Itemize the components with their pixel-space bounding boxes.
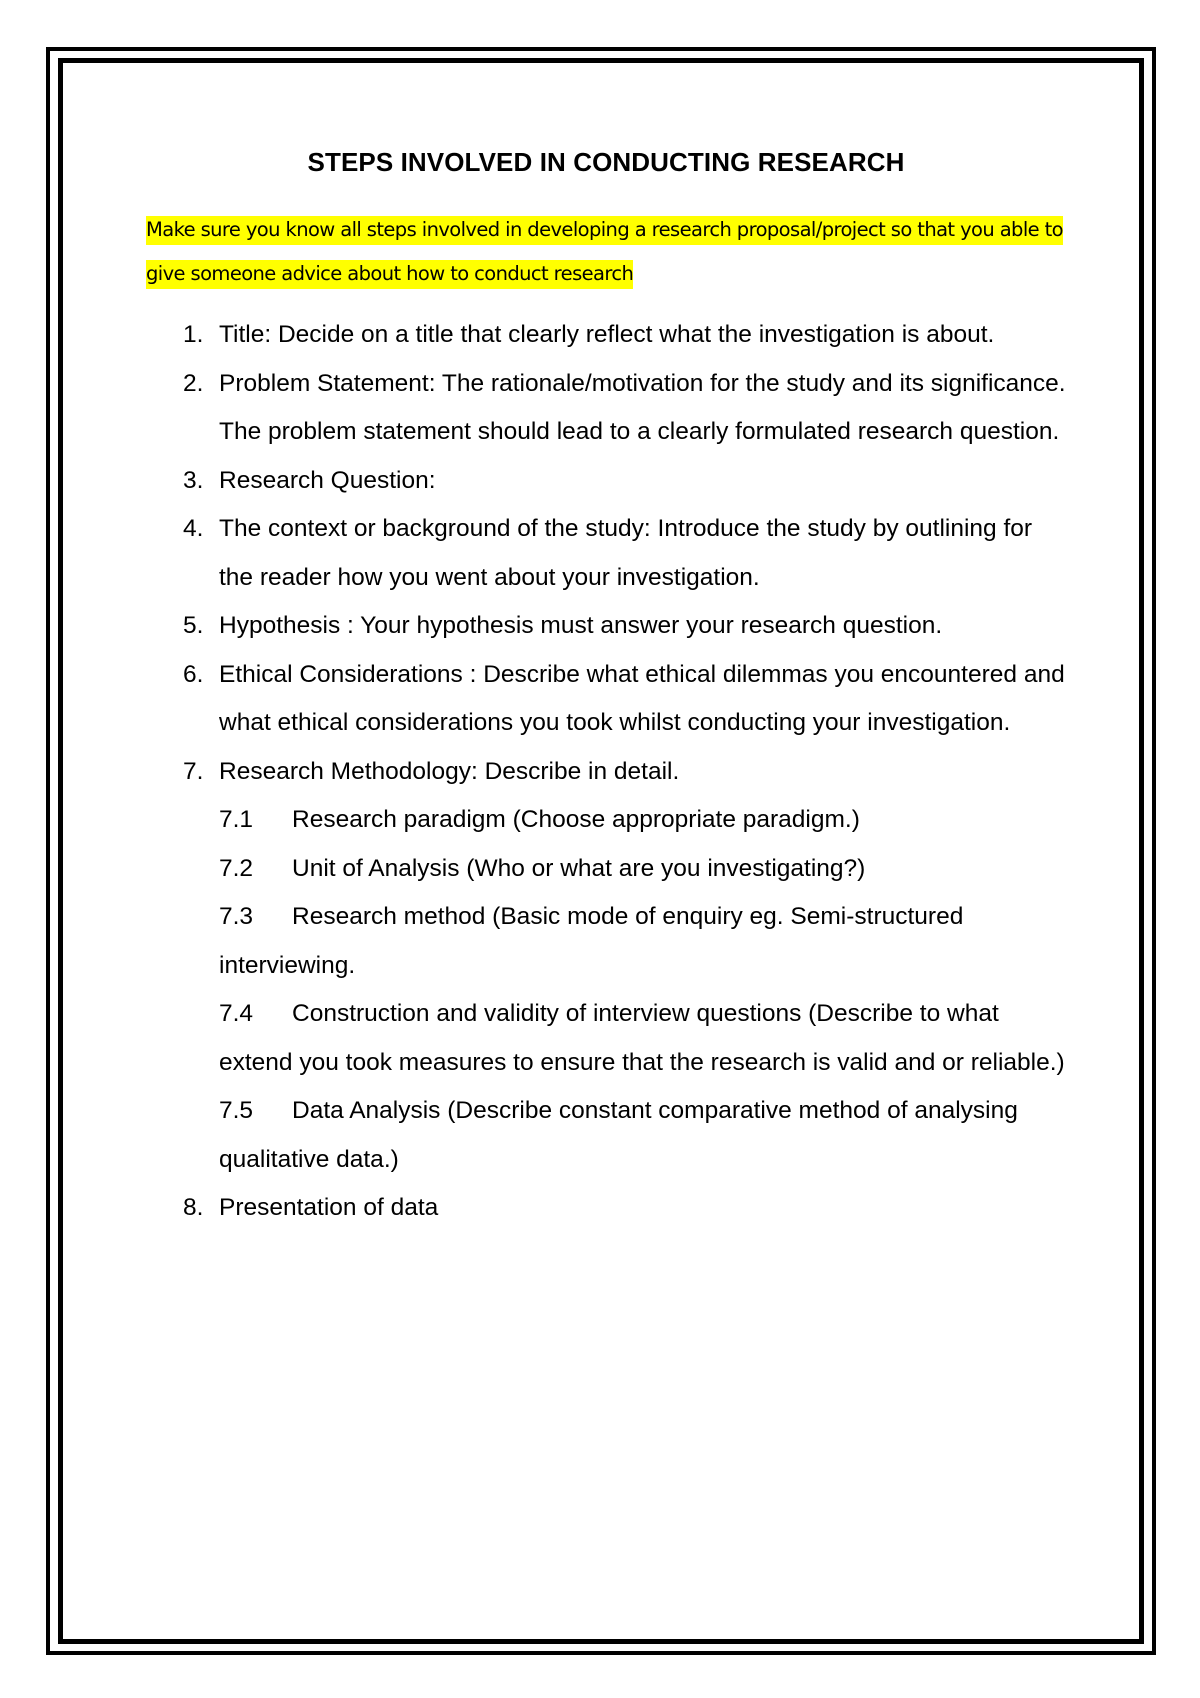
- steps-list: [146, 311, 1066, 1233]
- substep-text: Construction and validity of interview questions (Describe to what extend you took measures to ensure that the research is valid and or reliable.): [219, 1000, 1065, 1076]
- substep-number: 7.3: [219, 903, 254, 930]
- step-number: 2.: [183, 369, 204, 397]
- step-number: 8.: [183, 1194, 204, 1221]
- list-item-step-8: [146, 1184, 1066, 1233]
- substep-text: Data Analysis (Describe constant comparative method of analysing qualitative data.): [219, 1097, 1018, 1173]
- list-item-step-6: [146, 651, 1066, 748]
- list-item-step-4: [146, 505, 1066, 602]
- substep-text: Unit of Analysis (Who or what are you investigating?): [292, 854, 866, 882]
- highlighted-note: [146, 208, 1066, 296]
- step-text: The context or background of the study: Introduce the study by outlining for the reader how you went about your investigation.: [219, 515, 1033, 591]
- step-number: 3.: [183, 466, 204, 494]
- list-item-substep-7-1: [146, 796, 1066, 845]
- step-text: Research Methodology: Describe in detail.: [219, 757, 680, 785]
- list-item-substep-7-3: [146, 893, 1066, 990]
- substep-number: 7.1: [219, 806, 254, 833]
- substep-number: 7.5: [219, 1097, 254, 1124]
- list-item-substep-7-2: [146, 845, 1066, 894]
- note-text: Make sure you know all steps involved in developing a research proposal/project so that you able to give someone advice about how to conduct research: [146, 216, 1063, 289]
- substep-number: 7.4: [219, 1000, 254, 1027]
- step-number: 6.: [183, 660, 204, 688]
- step-text: Title: Decide on a title that clearly reflect what the investigation is about.: [219, 321, 995, 348]
- step-text: Problem Statement: The rationale/motivation for the study and its significance. The problem statement should lead to a clearly formulated research question.: [219, 369, 1066, 445]
- list-item-substep-7-5: [146, 1087, 1066, 1184]
- list-item-step-7: [146, 748, 1066, 797]
- document-title: STEPS INVOLVED IN CONDUCTING RESEARCH: [307, 147, 905, 177]
- step-number: 4.: [183, 515, 204, 542]
- step-number: 7.: [183, 757, 204, 785]
- list-item-substep-7-4: [146, 990, 1066, 1087]
- step-number: 1.: [183, 321, 204, 348]
- step-number: 5.: [183, 612, 204, 639]
- substep-text: Research method (Basic mode of enquiry eg. Semi-structured interviewing.: [219, 903, 964, 979]
- list-item-step-3: [146, 457, 1066, 506]
- step-text: Presentation of data: [219, 1194, 439, 1221]
- step-text: Research Question:: [219, 466, 436, 494]
- substep-number: 7.2: [219, 854, 254, 882]
- list-item-step-5: [146, 602, 1066, 651]
- substep-text: Research paradigm (Choose appropriate paradigm.): [292, 806, 860, 833]
- list-item-step-1: [146, 311, 1066, 360]
- list-item-step-2: [146, 360, 1066, 457]
- step-text: Ethical Considerations : Describe what ethical dilemmas you encountered and what ethical considerations you took whilst conducting your investigation.: [219, 660, 1065, 736]
- step-text: Hypothesis : Your hypothesis must answer your research question.: [219, 612, 943, 639]
